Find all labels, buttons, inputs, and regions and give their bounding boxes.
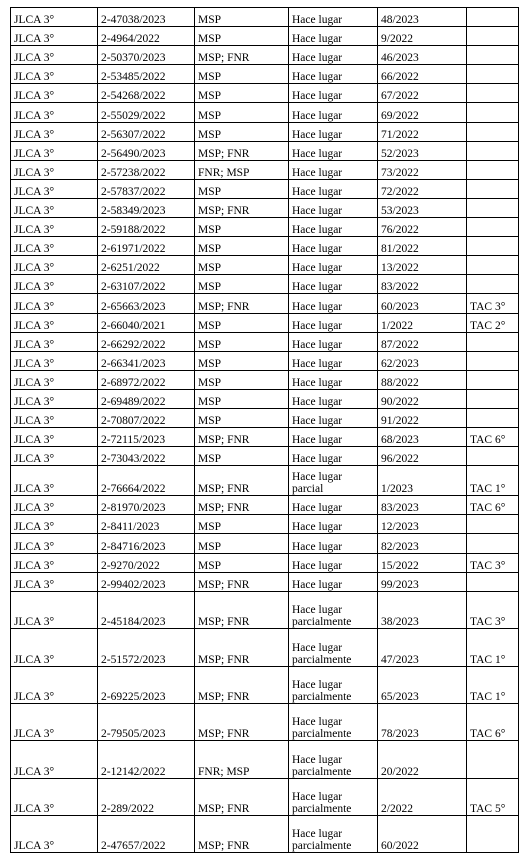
cell-court: JLCA 3° <box>11 778 98 815</box>
cell-sentence-number: 52/2023 <box>378 141 467 160</box>
cell-parties: MSP <box>195 370 289 389</box>
table-row <box>11 778 519 815</box>
table-row <box>11 466 519 496</box>
cell-sentence-number: 78/2023 <box>378 703 467 740</box>
table-row <box>11 141 519 160</box>
cell-sentence-number: 88/2022 <box>378 370 467 389</box>
cell-appeal-court: TAC 6° <box>467 496 519 515</box>
cell-case-number: 2-84716/2023 <box>98 534 195 553</box>
cell-sentence-number: 90/2022 <box>378 389 467 408</box>
cell-court: JLCA 3° <box>11 534 98 553</box>
cell-sentence-number: 1/2023 <box>378 466 467 496</box>
table-row <box>11 370 519 389</box>
cell-sentence-number: 13/2022 <box>378 256 467 275</box>
cell-court: JLCA 3° <box>11 84 98 103</box>
cell-case-number: 2-79505/2023 <box>98 703 195 740</box>
table-row <box>11 8 519 27</box>
cell-case-number: 2-53485/2022 <box>98 65 195 84</box>
cell-case-number: 2-59188/2022 <box>98 218 195 237</box>
cell-parties: MSP <box>195 218 289 237</box>
table-row <box>11 496 519 515</box>
cell-sentence-number: 83/2022 <box>378 275 467 294</box>
cell-sentence-number: 81/2022 <box>378 237 467 256</box>
cell-appeal-court <box>467 160 519 179</box>
table-row <box>11 46 519 65</box>
cell-parties: MSP; FNR <box>195 572 289 591</box>
cell-ruling: Hace lugar parcialmente <box>289 591 378 628</box>
cell-case-number: 2-56490/2023 <box>98 141 195 160</box>
table-row <box>11 198 519 217</box>
cell-parties: MSP <box>195 351 289 370</box>
cell-parties: MSP <box>195 408 289 427</box>
cell-ruling: Hace lugar parcialmente <box>289 816 378 853</box>
table-row <box>11 553 519 572</box>
cell-court: JLCA 3° <box>11 122 98 141</box>
cell-ruling: Hace lugar <box>289 515 378 534</box>
cell-case-number: 2-76664/2022 <box>98 466 195 496</box>
cell-appeal-court: TAC 6° <box>467 703 519 740</box>
cell-ruling: Hace lugar parcialmente <box>289 778 378 815</box>
cell-appeal-court: TAC 3° <box>467 553 519 572</box>
cell-ruling: Hace lugar <box>289 553 378 572</box>
cell-ruling: Hace lugar <box>289 370 378 389</box>
table-row <box>11 275 519 294</box>
cell-court: JLCA 3° <box>11 408 98 427</box>
cell-sentence-number: 82/2023 <box>378 534 467 553</box>
cell-case-number: 2-63107/2022 <box>98 275 195 294</box>
cell-case-number: 2-69489/2022 <box>98 389 195 408</box>
cell-court: JLCA 3° <box>11 666 98 703</box>
cell-sentence-number: 47/2023 <box>378 629 467 666</box>
cell-case-number: 2-61971/2022 <box>98 237 195 256</box>
cell-appeal-court <box>467 447 519 466</box>
cell-ruling: Hace lugar <box>289 572 378 591</box>
cell-court: JLCA 3° <box>11 46 98 65</box>
cell-case-number: 2-57238/2022 <box>98 160 195 179</box>
cell-court: JLCA 3° <box>11 294 98 313</box>
cell-appeal-court <box>467 534 519 553</box>
cell-ruling: Hace lugar <box>289 332 378 351</box>
cell-court: JLCA 3° <box>11 141 98 160</box>
table-row <box>11 629 519 666</box>
cell-appeal-court <box>467 84 519 103</box>
cell-sentence-number: 73/2022 <box>378 160 467 179</box>
cell-appeal-court <box>467 141 519 160</box>
cell-sentence-number: 15/2022 <box>378 553 467 572</box>
cell-appeal-court <box>467 218 519 237</box>
cell-parties: MSP <box>195 275 289 294</box>
cell-case-number: 2-57837/2022 <box>98 179 195 198</box>
cell-sentence-number: 53/2023 <box>378 198 467 217</box>
cell-ruling: Hace lugar parcialmente <box>289 666 378 703</box>
cell-case-number: 2-73043/2022 <box>98 447 195 466</box>
cell-appeal-court <box>467 46 519 65</box>
cell-ruling: Hace lugar parcialmente <box>289 629 378 666</box>
cell-case-number: 2-47038/2023 <box>98 8 195 27</box>
cell-parties: MSP <box>195 237 289 256</box>
cell-sentence-number: 2/2022 <box>378 778 467 815</box>
cell-sentence-number: 12/2023 <box>378 515 467 534</box>
cell-sentence-number: 67/2022 <box>378 84 467 103</box>
cell-ruling: Hace lugar <box>289 389 378 408</box>
cell-parties: MSP; FNR <box>195 496 289 515</box>
cell-sentence-number: 72/2022 <box>378 179 467 198</box>
cell-parties: FNR; MSP <box>195 160 289 179</box>
cell-case-number: 2-6251/2022 <box>98 256 195 275</box>
cell-appeal-court <box>467 370 519 389</box>
cell-court: JLCA 3° <box>11 447 98 466</box>
table-row <box>11 572 519 591</box>
cell-sentence-number: 1/2022 <box>378 313 467 332</box>
cell-ruling: Hace lugar parcial <box>289 466 378 496</box>
cell-ruling: Hace lugar <box>289 218 378 237</box>
cell-appeal-court: TAC 6° <box>467 428 519 447</box>
cell-court: JLCA 3° <box>11 160 98 179</box>
cell-court: JLCA 3° <box>11 741 98 778</box>
cell-parties: FNR; MSP <box>195 741 289 778</box>
cell-appeal-court <box>467 65 519 84</box>
table-row <box>11 313 519 332</box>
cell-ruling: Hace lugar <box>289 447 378 466</box>
cell-sentence-number: 66/2022 <box>378 65 467 84</box>
table-row <box>11 515 519 534</box>
cell-appeal-court <box>467 275 519 294</box>
cell-appeal-court: TAC 3° <box>467 294 519 313</box>
table-row <box>11 256 519 275</box>
cell-sentence-number: 62/2023 <box>378 351 467 370</box>
cell-ruling: Hace lugar <box>289 496 378 515</box>
cell-case-number: 2-81970/2023 <box>98 496 195 515</box>
cell-case-number: 2-12142/2022 <box>98 741 195 778</box>
cell-sentence-number: 76/2022 <box>378 218 467 237</box>
table-row <box>11 294 519 313</box>
cell-parties: MSP; FNR <box>195 629 289 666</box>
table-row <box>11 703 519 740</box>
cell-sentence-number: 71/2022 <box>378 122 467 141</box>
cell-ruling: Hace lugar <box>289 256 378 275</box>
table-row <box>11 534 519 553</box>
table-row <box>11 741 519 778</box>
cell-parties: MSP; FNR <box>195 46 289 65</box>
cell-parties: MSP; FNR <box>195 294 289 313</box>
cell-appeal-court <box>467 8 519 27</box>
cell-appeal-court <box>467 741 519 778</box>
cell-court: JLCA 3° <box>11 629 98 666</box>
cell-case-number: 2-55029/2022 <box>98 103 195 122</box>
cell-ruling: Hace lugar <box>289 141 378 160</box>
cell-parties: MSP <box>195 122 289 141</box>
cell-appeal-court: TAC 1° <box>467 666 519 703</box>
cell-ruling: Hace lugar <box>289 351 378 370</box>
cell-appeal-court: TAC 1° <box>467 629 519 666</box>
cell-parties: MSP <box>195 103 289 122</box>
cell-appeal-court: TAC 2° <box>467 313 519 332</box>
cell-case-number: 2-4964/2022 <box>98 27 195 46</box>
cell-sentence-number: 91/2022 <box>378 408 467 427</box>
cell-parties: MSP <box>195 332 289 351</box>
cell-parties: MSP <box>195 84 289 103</box>
cell-case-number: 2-68972/2022 <box>98 370 195 389</box>
cell-ruling: Hace lugar parcialmente <box>289 741 378 778</box>
cell-sentence-number: 38/2023 <box>378 591 467 628</box>
cell-sentence-number: 48/2023 <box>378 8 467 27</box>
cell-case-number: 2-66292/2022 <box>98 332 195 351</box>
cell-ruling: Hace lugar <box>289 103 378 122</box>
table-row <box>11 447 519 466</box>
cell-sentence-number: 9/2022 <box>378 27 467 46</box>
cell-appeal-court: TAC 5° <box>467 778 519 815</box>
cell-parties: MSP; FNR <box>195 703 289 740</box>
cell-ruling: Hace lugar <box>289 160 378 179</box>
cell-appeal-court <box>467 256 519 275</box>
cell-appeal-court <box>467 351 519 370</box>
cell-parties: MSP <box>195 8 289 27</box>
cell-sentence-number: 60/2022 <box>378 816 467 853</box>
cell-sentence-number: 96/2022 <box>378 447 467 466</box>
table-row <box>11 591 519 628</box>
table-row <box>11 84 519 103</box>
table-row <box>11 218 519 237</box>
cell-court: JLCA 3° <box>11 198 98 217</box>
table-row <box>11 428 519 447</box>
cell-ruling: Hace lugar <box>289 237 378 256</box>
cell-case-number: 2-72115/2023 <box>98 428 195 447</box>
cell-case-number: 2-69225/2023 <box>98 666 195 703</box>
cell-case-number: 2-51572/2023 <box>98 629 195 666</box>
cell-parties: MSP <box>195 389 289 408</box>
cell-parties: MSP <box>195 515 289 534</box>
cell-case-number: 2-70807/2022 <box>98 408 195 427</box>
cell-appeal-court: TAC 1° <box>467 466 519 496</box>
cell-appeal-court <box>467 237 519 256</box>
cell-sentence-number: 99/2023 <box>378 572 467 591</box>
cell-case-number: 2-56307/2022 <box>98 122 195 141</box>
cell-court: JLCA 3° <box>11 218 98 237</box>
cell-case-number: 2-66040/2021 <box>98 313 195 332</box>
table-row <box>11 816 519 853</box>
cell-ruling: Hace lugar parcialmente <box>289 703 378 740</box>
cell-ruling: Hace lugar <box>289 294 378 313</box>
cell-court: JLCA 3° <box>11 313 98 332</box>
cell-ruling: Hace lugar <box>289 534 378 553</box>
cell-case-number: 2-8411/2023 <box>98 515 195 534</box>
cell-sentence-number: 83/2023 <box>378 496 467 515</box>
cell-appeal-court <box>467 572 519 591</box>
table-row <box>11 65 519 84</box>
cases-table <box>10 7 519 853</box>
cell-parties: MSP; FNR <box>195 428 289 447</box>
table-row <box>11 103 519 122</box>
cell-ruling: Hace lugar <box>289 84 378 103</box>
cell-case-number: 2-58349/2023 <box>98 198 195 217</box>
cell-ruling: Hace lugar <box>289 122 378 141</box>
cell-parties: MSP <box>195 179 289 198</box>
cell-case-number: 2-9270/2022 <box>98 553 195 572</box>
cell-ruling: Hace lugar <box>289 428 378 447</box>
cell-appeal-court <box>467 332 519 351</box>
cell-parties: MSP; FNR <box>195 591 289 628</box>
cell-ruling: Hace lugar <box>289 8 378 27</box>
cell-court: JLCA 3° <box>11 370 98 389</box>
cell-case-number: 2-65663/2023 <box>98 294 195 313</box>
cell-parties: MSP; FNR <box>195 666 289 703</box>
cell-court: JLCA 3° <box>11 515 98 534</box>
cell-sentence-number: 87/2022 <box>378 332 467 351</box>
cell-sentence-number: 46/2023 <box>378 46 467 65</box>
table-row <box>11 237 519 256</box>
cell-court: JLCA 3° <box>11 275 98 294</box>
cell-sentence-number: 69/2022 <box>378 103 467 122</box>
cell-parties: MSP <box>195 256 289 275</box>
cell-court: JLCA 3° <box>11 591 98 628</box>
cell-ruling: Hace lugar <box>289 275 378 294</box>
cell-court: JLCA 3° <box>11 65 98 84</box>
cell-appeal-court <box>467 103 519 122</box>
cell-appeal-court <box>467 198 519 217</box>
cell-ruling: Hace lugar <box>289 27 378 46</box>
cell-ruling: Hace lugar <box>289 179 378 198</box>
cell-ruling: Hace lugar <box>289 198 378 217</box>
cell-ruling: Hace lugar <box>289 313 378 332</box>
cell-parties: MSP <box>195 553 289 572</box>
cell-sentence-number: 20/2022 <box>378 741 467 778</box>
cell-parties: MSP; FNR <box>195 778 289 815</box>
cell-court: JLCA 3° <box>11 237 98 256</box>
cell-case-number: 2-289/2022 <box>98 778 195 815</box>
table-row <box>11 408 519 427</box>
cell-court: JLCA 3° <box>11 256 98 275</box>
cell-appeal-court <box>467 122 519 141</box>
cell-ruling: Hace lugar <box>289 408 378 427</box>
cell-parties: MSP; FNR <box>195 816 289 853</box>
cell-sentence-number: 60/2023 <box>378 294 467 313</box>
cell-court: JLCA 3° <box>11 572 98 591</box>
cell-case-number: 2-50370/2023 <box>98 46 195 65</box>
cell-court: JLCA 3° <box>11 332 98 351</box>
cell-appeal-court <box>467 179 519 198</box>
table-row <box>11 122 519 141</box>
cell-case-number: 2-54268/2022 <box>98 84 195 103</box>
cell-court: JLCA 3° <box>11 389 98 408</box>
cell-court: JLCA 3° <box>11 8 98 27</box>
cell-court: JLCA 3° <box>11 351 98 370</box>
cell-appeal-court <box>467 27 519 46</box>
table-row <box>11 666 519 703</box>
cell-court: JLCA 3° <box>11 466 98 496</box>
cell-parties: MSP <box>195 27 289 46</box>
table-row <box>11 160 519 179</box>
cell-parties: MSP; FNR <box>195 141 289 160</box>
cases-table-body <box>11 8 519 853</box>
cell-appeal-court: TAC 3° <box>467 591 519 628</box>
table-row <box>11 351 519 370</box>
cell-parties: MSP <box>195 534 289 553</box>
cell-ruling: Hace lugar <box>289 46 378 65</box>
cell-appeal-court <box>467 515 519 534</box>
cell-parties: MSP <box>195 313 289 332</box>
cell-court: JLCA 3° <box>11 428 98 447</box>
cell-appeal-court <box>467 408 519 427</box>
cell-court: JLCA 3° <box>11 553 98 572</box>
cell-case-number: 2-99402/2023 <box>98 572 195 591</box>
cell-court: JLCA 3° <box>11 816 98 853</box>
table-row <box>11 389 519 408</box>
cell-court: JLCA 3° <box>11 27 98 46</box>
table-row <box>11 332 519 351</box>
table-row <box>11 27 519 46</box>
cell-case-number: 2-66341/2023 <box>98 351 195 370</box>
cell-appeal-court <box>467 816 519 853</box>
cell-parties: MSP; FNR <box>195 466 289 496</box>
cell-court: JLCA 3° <box>11 103 98 122</box>
cell-parties: MSP <box>195 447 289 466</box>
cell-case-number: 2-45184/2023 <box>98 591 195 628</box>
table-row <box>11 179 519 198</box>
cell-court: JLCA 3° <box>11 703 98 740</box>
cell-case-number: 2-47657/2022 <box>98 816 195 853</box>
cell-parties: MSP <box>195 65 289 84</box>
cell-appeal-court <box>467 389 519 408</box>
cell-court: JLCA 3° <box>11 179 98 198</box>
cell-sentence-number: 65/2023 <box>378 666 467 703</box>
cell-parties: MSP; FNR <box>195 198 289 217</box>
cell-court: JLCA 3° <box>11 496 98 515</box>
cell-sentence-number: 68/2023 <box>378 428 467 447</box>
cell-ruling: Hace lugar <box>289 65 378 84</box>
